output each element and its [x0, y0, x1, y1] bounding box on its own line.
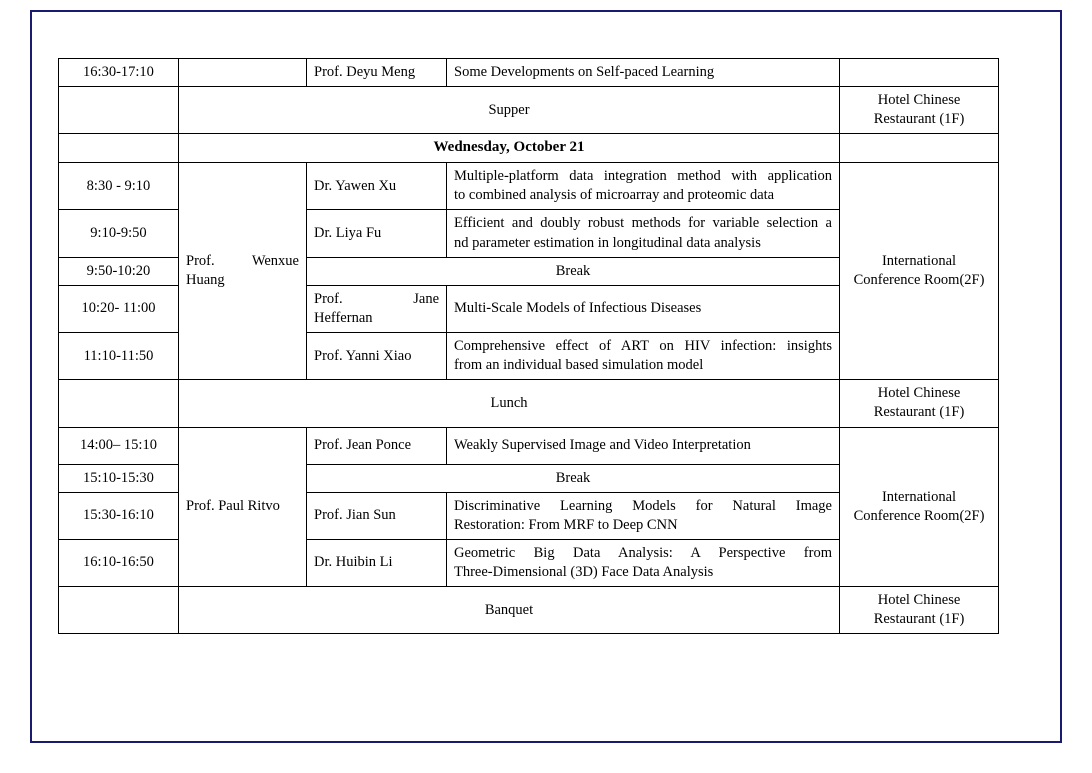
- schedule-table: [58, 58, 999, 634]
- cell-time-empty: [59, 87, 179, 134]
- cell-meal-supper: Supper: [179, 87, 840, 134]
- table-row-banquet: [59, 587, 999, 634]
- cell-time: 16:10-16:50: [59, 539, 179, 586]
- cell-room-hotel: [840, 587, 999, 634]
- cell-speaker: Prof. Jean Ponce: [307, 427, 447, 464]
- cell-time: 15:30-16:10: [59, 492, 179, 539]
- chair-line-1: Prof. Wenxue: [186, 253, 299, 270]
- cell-room-empty: [840, 134, 999, 163]
- cell-time: 9:50-10:20: [59, 257, 179, 285]
- title-line-2: Three-Dimensional (3D) Face Data Analysis: [454, 564, 714, 581]
- cell-time: 8:30 - 9:10: [59, 163, 179, 210]
- cell-chair-huang: [179, 163, 307, 380]
- cell-speaker: [307, 285, 447, 332]
- room-line-2: Conference Room(2F): [853, 272, 985, 289]
- table-row-lunch: [59, 380, 999, 427]
- title-line-2: from an individual based simulation model: [454, 357, 704, 374]
- cell-room-international: [840, 163, 999, 380]
- cell-room-empty: [840, 59, 999, 87]
- cell-speaker: Dr. Liya Fu: [307, 210, 447, 257]
- cell-time: 15:10-15:30: [59, 464, 179, 492]
- title-line-2: nd parameter estimation in longitudinal data analysis: [454, 234, 761, 251]
- cell-title: [447, 539, 840, 586]
- cell-time: 9:10-9:50: [59, 210, 179, 257]
- cell-speaker: Prof. Deyu Meng: [307, 59, 447, 87]
- chair-line-2: Huang: [186, 272, 225, 289]
- cell-room-international: [840, 427, 999, 587]
- cell-title: [447, 333, 840, 380]
- title-line-1: Efficient and doubly robust methods for variable selection a: [454, 215, 832, 232]
- speaker-line-2: Heffernan: [314, 309, 373, 326]
- cell-speaker: Prof. Yanni Xiao: [307, 333, 447, 380]
- cell-time-empty: [59, 134, 179, 163]
- title-line-2: to combined analysis of microarray and proteomic data: [454, 187, 775, 204]
- room-line-1: International: [881, 488, 957, 505]
- cell-time-empty: [59, 587, 179, 634]
- room-line-2: Restaurant (1F): [873, 404, 965, 421]
- cell-title: Multi-Scale Models of Infectious Diseases: [447, 285, 840, 332]
- cell-chair-empty: [179, 59, 307, 87]
- cell-room-hotel: [840, 380, 999, 427]
- room-line-2: Conference Room(2F): [853, 507, 985, 524]
- room-line-2: Restaurant (1F): [873, 111, 965, 128]
- cell-meal-lunch: Lunch: [179, 380, 840, 427]
- cell-title: Weakly Supervised Image and Video Interpretation: [447, 427, 840, 464]
- cell-time: 16:30-17:10: [59, 59, 179, 87]
- cell-title: [447, 492, 840, 539]
- table-row: [59, 163, 999, 210]
- cell-title: [447, 210, 840, 257]
- schedule-sheet: [58, 58, 998, 634]
- room-line-1: Hotel Chinese: [877, 385, 961, 402]
- room-line-2: Restaurant (1F): [873, 611, 965, 628]
- cell-speaker: Dr. Yawen Xu: [307, 163, 447, 210]
- title-line-2: Restoration: From MRF to Deep CNN: [454, 516, 678, 533]
- cell-title: Some Developments on Self-paced Learning: [447, 59, 840, 87]
- title-line-1: Discriminative Learning Models for Natural Image: [454, 497, 832, 514]
- title-line-1: Geometric Big Data Analysis: A Perspective from: [454, 544, 832, 561]
- cell-speaker: Prof. Jian Sun: [307, 492, 447, 539]
- cell-meal-banquet: Banquet: [179, 587, 840, 634]
- table-row: [59, 59, 999, 87]
- room-line-1: Hotel Chinese: [877, 592, 961, 609]
- speaker-line-1: Prof. Jane: [314, 290, 439, 307]
- table-row-supper: [59, 87, 999, 134]
- table-row: [59, 427, 999, 464]
- title-line-1: Multiple-platform data integration method with application: [454, 168, 832, 185]
- room-line-1: Hotel Chinese: [877, 92, 961, 109]
- cell-speaker: Dr. Huibin Li: [307, 539, 447, 586]
- table-row-day-header: [59, 134, 999, 163]
- cell-room-hotel: [840, 87, 999, 134]
- cell-time: 10:20- 11:00: [59, 285, 179, 332]
- cell-chair-ritvo: Prof. Paul Ritvo: [179, 427, 307, 587]
- cell-time: 11:10-11:50: [59, 333, 179, 380]
- cell-time-empty: [59, 380, 179, 427]
- room-line-1: International: [881, 253, 957, 270]
- cell-title: [447, 163, 840, 210]
- title-line-1: Comprehensive effect of ART on HIV infection: insights: [454, 338, 832, 355]
- cell-break: Break: [307, 257, 840, 285]
- cell-time: 14:00– 15:10: [59, 427, 179, 464]
- cell-break: Break: [307, 464, 840, 492]
- day-header: Wednesday, October 21: [179, 134, 840, 163]
